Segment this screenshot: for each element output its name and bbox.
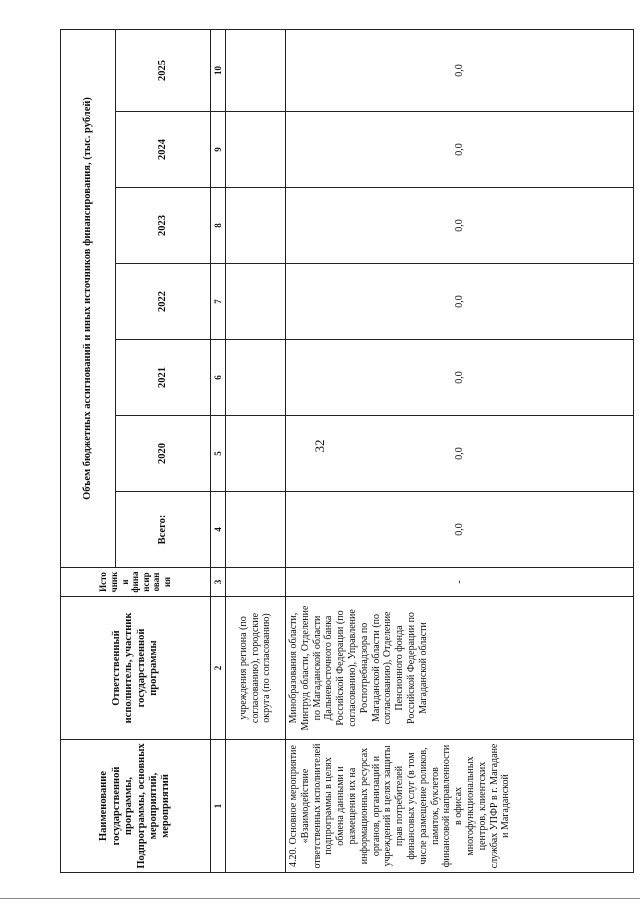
rotated-table-wrapper [60,30,632,873]
row2-2021: 0,0 [286,340,634,416]
row1-2020 [226,416,286,492]
header-executor: Ответственный исполнитель, участник государственной программы [61,597,211,740]
row2-total: 0,0 [286,492,634,568]
row2-2022: 0,0 [286,264,634,340]
column-number: 6 [211,340,226,416]
row1-2022 [226,264,286,340]
column-number: 1 [211,740,226,873]
header-total: Всего: [116,492,211,568]
column-number: 4 [211,492,226,568]
row2-executor: Минобразования области, Минтруд области, Отделение по Магаданской области Дальневосточного банка Российской Федерации (по согласованию), Управление Роспотребнадзора по Магаданской области (по согласованию), Отделение Пенсионного фонда Российской Федерации по Магаданской области [286,597,634,740]
row2-name: 4.20. Основное мероприятие «Взаимодействие ответственных исполнителей подпрограммы в целях обмена данными и размещения их на информационных ресурсах органов, организаций и учреждений в целях защиты прав потребителей финансовых услуг (в том числе размещение роликов, памяток, буклетов финансовой направленности в офисах многофункциональных центров, клиентских службах УПФР в г. Магадане и Магаданской [286,740,634,873]
header-year-2024: 2024 [116,112,211,188]
page-number: 32 [312,439,327,453]
header-source: Источники финансирования [61,568,211,597]
column-number: 7 [211,264,226,340]
row1-executor: учреждения региона (по согласованию), городские округа (по согласованию) [226,597,286,740]
column-number: 8 [211,188,226,264]
row2-2024: 0,0 [286,112,634,188]
row2-2020: 0,0 [286,416,634,492]
column-number: 2 [211,597,226,740]
row1-total [226,492,286,568]
table-row [226,30,286,873]
row2-source: - [286,568,634,597]
header-year-2025: 2025 [116,30,211,112]
row2-2023: 0,0 [286,188,634,264]
row1-2025 [226,30,286,112]
table-row [286,30,634,873]
row1-name [226,740,286,873]
bottom-rule [0,898,640,899]
column-number: 5 [211,416,226,492]
header-year-2020: 2020 [116,416,211,492]
row1-2024 [226,112,286,188]
row1-2023 [226,188,286,264]
row2-2025: 0,0 [286,30,634,112]
header-name: Наименование государственной программы, Подпрограммы, основных мероприятий, мероприятий [61,740,211,873]
column-number: 9 [211,112,226,188]
column-number: 10 [211,30,226,112]
row1-2021 [226,340,286,416]
column-number: 3 [211,568,226,597]
header-funding-group: Объем бюджетных ассигнований и иных источников финансирования, (тыс. рублей) [61,30,116,568]
header-year-2022: 2022 [116,264,211,340]
header-year-2023: 2023 [116,188,211,264]
header-year-2021: 2021 [116,340,211,416]
financing-table [60,29,634,873]
row1-source [226,568,286,597]
